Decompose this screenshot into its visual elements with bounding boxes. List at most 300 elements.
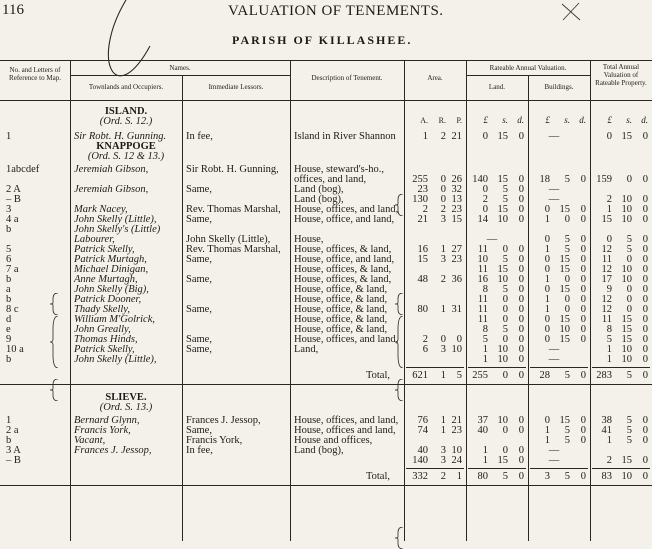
total-total-value: 283 — [596, 370, 612, 381]
land-value: 0 — [518, 184, 524, 195]
total-value: 0 — [642, 294, 648, 305]
money-unit-header: s. — [502, 115, 508, 125]
land-total-value: 0 — [502, 370, 508, 381]
area-value: 0 — [440, 174, 446, 185]
land-value: 11 — [477, 244, 488, 255]
bld-value: 0 — [564, 274, 570, 285]
bld-nil: — — [548, 455, 560, 466]
bld-value: 0 — [544, 415, 550, 426]
total-value: 12 — [601, 294, 612, 305]
area-value: 36 — [451, 274, 462, 285]
area-unit-header: R. — [438, 116, 446, 125]
bld-value: 0 — [580, 324, 586, 335]
total-value: 2 — [606, 455, 612, 466]
map-reference: – B — [6, 455, 21, 466]
tenement-description: House and offices, — [294, 435, 373, 446]
land-value: 1 — [482, 445, 488, 456]
area-value: 21 — [417, 214, 428, 225]
tenement-description: House, steward's-ho., — [294, 164, 384, 175]
col-lessors: Immediate Lessors. — [208, 83, 264, 91]
tenement-description: House, office, & land, — [294, 314, 388, 325]
occupier-name: Thady Skelly, — [74, 304, 130, 315]
map-reference: – B — [6, 194, 21, 205]
land-value: 0 — [502, 314, 508, 325]
total-value: 10 — [621, 274, 632, 285]
area-value: 23 — [417, 184, 428, 195]
townland-heading: SLIEVE. — [105, 392, 147, 403]
area-value: 48 — [417, 274, 428, 285]
map-reference: b — [6, 274, 12, 285]
land-value: 0 — [518, 194, 524, 205]
map-reference: a — [6, 284, 11, 295]
bld-total-value: 5 — [564, 370, 570, 381]
tenement-description: House, office, & land, — [294, 294, 388, 305]
land-total-value: 5 — [502, 471, 508, 482]
money-unit-header: d. — [641, 115, 648, 125]
total-value: 0 — [642, 354, 648, 365]
total-value: 0 — [642, 415, 648, 426]
map-reference: 8 c — [6, 304, 19, 315]
col-ref: No. and Letters of Reference to Map. — [9, 66, 61, 82]
immediate-lessor: Same, — [186, 214, 212, 225]
page-number: 116 — [2, 2, 24, 18]
immediate-lessor: Francis York, — [186, 435, 243, 446]
bld-value: 15 — [559, 204, 570, 215]
total-value: 15 — [621, 324, 632, 335]
land-value: 40 — [477, 425, 488, 436]
occupier-name: Patrick Murtagh, — [74, 254, 147, 265]
total-value: 5 — [626, 244, 632, 255]
land-value: 8 — [482, 324, 488, 335]
bld-value: 18 — [539, 174, 550, 185]
total-value: 10 — [621, 264, 632, 275]
land-total-value: 0 — [518, 471, 524, 482]
land-value: 15 — [497, 204, 508, 215]
bld-value: 15 — [559, 284, 570, 295]
land-value: 37 — [477, 415, 488, 426]
occupier-name: Francis York, — [74, 425, 131, 436]
area-value: 2 — [422, 204, 428, 215]
land-value: 1 — [482, 354, 488, 365]
occupier-name: Thomas Hinds, — [74, 334, 138, 345]
area-value: 10 — [451, 445, 462, 456]
money-unit-header: s. — [564, 115, 570, 125]
tenement-description: House, offices, and land, — [294, 415, 399, 426]
land-value: 5 — [502, 254, 508, 265]
area-value: 23 — [451, 254, 462, 265]
total-value: 0 — [642, 244, 648, 255]
occupier-name: Frances J. Jessop, — [74, 445, 152, 456]
land-value: 0 — [518, 455, 524, 466]
land-value: 0 — [518, 354, 524, 365]
total-value: 15 — [621, 314, 632, 325]
map-reference: 1abcdef — [6, 164, 40, 175]
bld-value: 0 — [580, 204, 586, 215]
total-value: 5 — [626, 425, 632, 436]
map-reference: 2 a — [6, 425, 19, 436]
total-total-value: 5 — [626, 370, 632, 381]
bld-nil: — — [548, 184, 560, 195]
land-value: 10 — [477, 254, 488, 265]
valuation-table — [0, 60, 652, 541]
land-value: 11 — [477, 304, 488, 315]
total-value: 9 — [606, 284, 612, 295]
bld-value: 0 — [580, 435, 586, 446]
land-value: 0 — [518, 425, 524, 436]
total-value: 5 — [626, 435, 632, 446]
land-value: 5 — [502, 324, 508, 335]
area-value: 76 — [417, 415, 428, 426]
tenement-description: House, office, and land, — [294, 214, 395, 225]
area-value: 80 — [417, 304, 428, 315]
land-value: 5 — [502, 184, 508, 195]
col-description: Description of Tenement. — [311, 74, 383, 82]
occupier-name: Jeremiah Gibson, — [74, 164, 149, 175]
occupier-name: William M'Golrick, — [74, 314, 155, 325]
total-value: 0 — [642, 264, 648, 275]
total-value: 159 — [596, 174, 612, 185]
townland-heading: KNAPPOGE — [96, 141, 156, 152]
map-reference: 2 A — [6, 184, 21, 195]
bld-value: 0 — [580, 274, 586, 285]
area-value: 13 — [451, 194, 462, 205]
page-title: VALUATION OF TENEMENTS. — [228, 3, 444, 19]
area-value: 2 — [440, 131, 446, 142]
occupier-name: Michael Dinigan, — [74, 264, 149, 275]
total-value: 0 — [642, 284, 648, 295]
land-value: 1 — [482, 344, 488, 355]
bld-value: 5 — [564, 435, 570, 446]
immediate-lessor: Same, — [186, 304, 212, 315]
tenement-description: House, offices, & land, — [294, 274, 392, 285]
occupier-name: Anne Murtagh, — [74, 274, 138, 285]
land-value: 5 — [482, 334, 488, 345]
col-townlands: Townlands and Occupiers. — [88, 83, 164, 91]
land-value: 0 — [502, 304, 508, 315]
immediate-lessor: Same, — [186, 184, 212, 195]
col-area: Area. — [427, 74, 443, 82]
bld-value: 15 — [559, 264, 570, 275]
map-reference: 1 — [6, 131, 12, 142]
total-value: 10 — [621, 194, 632, 205]
total-value: 0 — [642, 254, 648, 265]
bld-value: 0 — [580, 264, 586, 275]
map-reference: b — [6, 224, 12, 235]
bld-value: 1 — [544, 304, 550, 315]
bld-value: 1 — [544, 214, 550, 225]
tenement-description: Island in River Shannon — [294, 131, 396, 142]
bld-value: 0 — [580, 284, 586, 295]
bld-value: 15 — [559, 415, 570, 426]
total-value: 0 — [642, 204, 648, 215]
area-value: 0 — [440, 334, 446, 345]
immediate-lessor: In fee, — [186, 445, 213, 456]
bld-value: 5 — [564, 234, 570, 245]
occupier-name: Mark Nacey, — [74, 204, 128, 215]
bld-total-value: 28 — [539, 370, 550, 381]
total-value: 2 — [606, 194, 612, 205]
occupier-name: Labourer, — [74, 234, 115, 245]
total-value: 5 — [606, 334, 612, 345]
land-value: 10 — [497, 214, 508, 225]
bld-total-value: 0 — [580, 370, 586, 381]
occupier-name: John Greally, — [74, 324, 131, 335]
total-value: 8 — [606, 324, 612, 335]
area-value: 6 — [422, 344, 428, 355]
total-value: 0 — [642, 131, 648, 142]
total-value: 15 — [601, 214, 612, 225]
grouping-brace — [395, 527, 405, 549]
land-total-value: 80 — [477, 471, 488, 482]
total-value: 0 — [642, 234, 648, 245]
land-value: 0 — [518, 334, 524, 345]
bld-value: 0 — [580, 234, 586, 245]
bld-nil: — — [548, 131, 560, 142]
tenement-description: House, offices and land, — [294, 425, 396, 436]
area-value: 0 — [456, 334, 462, 345]
total-value: 0 — [626, 294, 632, 305]
land-value: 10 — [497, 274, 508, 285]
area-value: 27 — [451, 244, 462, 255]
land-value: 10 — [497, 344, 508, 355]
bld-value: 1 — [544, 425, 550, 436]
grouping-brace — [395, 379, 405, 401]
bld-value: 0 — [580, 244, 586, 255]
total-value: 41 — [601, 425, 612, 436]
tenement-description: Land (bog), — [294, 445, 344, 456]
area-unit-header: A. — [420, 116, 428, 125]
map-reference: 6 — [6, 254, 12, 265]
land-value: 5 — [502, 284, 508, 295]
total-value: 5 — [626, 234, 632, 245]
total-value: 0 — [642, 425, 648, 436]
area-value: 3 — [440, 445, 446, 456]
bld-value: 0 — [544, 264, 550, 275]
bld-total-value: 3 — [544, 471, 550, 482]
area-value: 3 — [440, 214, 446, 225]
total-label: Total, — [365, 370, 390, 381]
area-value: 2 — [422, 334, 428, 345]
bld-value: 0 — [544, 254, 550, 265]
bld-value: 0 — [580, 415, 586, 426]
area-value: 140 — [412, 455, 428, 466]
total-value: 0 — [642, 455, 648, 466]
total-value: 12 — [601, 304, 612, 315]
money-unit-header: £ — [607, 115, 612, 125]
map-reference: e — [6, 324, 11, 335]
money-unit-header: £ — [483, 115, 488, 125]
total-value: 17 — [601, 274, 612, 285]
map-reference: d — [6, 314, 12, 325]
occupier-name: Patrick Skelly, — [74, 344, 135, 355]
bld-value: 0 — [544, 234, 550, 245]
col-rateable: Rateable Annual Valuation. — [489, 64, 567, 72]
area-unit-header: P. — [456, 116, 462, 125]
ordnance-sheet: (Ord. S. 13.) — [99, 402, 153, 413]
land-value: 0 — [518, 304, 524, 315]
bld-value: 5 — [564, 244, 570, 255]
tenement-description: House, office, and land, — [294, 254, 395, 265]
tenement-description: Land (bog), — [294, 184, 344, 195]
land-value: 14 — [477, 214, 488, 225]
map-reference: 7 a — [6, 264, 19, 275]
grouping-brace — [50, 316, 60, 368]
map-reference: 4 a — [6, 214, 19, 225]
land-value: 0 — [482, 204, 488, 215]
land-value: 0 — [502, 244, 508, 255]
land-value: 0 — [518, 244, 524, 255]
tenement-description: Land (bog), — [294, 194, 344, 205]
land-value: 0 — [518, 264, 524, 275]
land-value: 5 — [502, 194, 508, 205]
grouping-brace — [395, 194, 405, 216]
grouping-brace — [395, 293, 405, 315]
col-land: Land. — [488, 83, 506, 91]
area-value: 21 — [451, 415, 462, 426]
area-value: 1 — [440, 425, 446, 436]
tenement-description: House, offices, & land, — [294, 264, 392, 275]
townland-heading: ISLAND. — [104, 106, 148, 117]
land-value: 0 — [518, 274, 524, 285]
immediate-lessor: Same, — [186, 254, 212, 265]
land-total-value: 255 — [472, 370, 488, 381]
immediate-lessor: Same, — [186, 334, 212, 345]
occupier-name: Vacant, — [74, 435, 106, 446]
area-total-value: 332 — [412, 471, 428, 482]
total-value: 12 — [601, 264, 612, 275]
total-value: 0 — [606, 234, 612, 245]
map-reference: 5 — [6, 244, 12, 255]
area-value: 21 — [451, 131, 462, 142]
total-value: 1 — [606, 204, 612, 215]
bld-value: 0 — [580, 304, 586, 315]
bld-value: 0 — [564, 304, 570, 315]
tenement-description: offices, and land, — [294, 174, 367, 185]
area-value: 1 — [440, 244, 446, 255]
land-total-value: 0 — [518, 370, 524, 381]
land-value: 0 — [518, 324, 524, 335]
total-value: 15 — [621, 131, 632, 142]
land-value: 0 — [518, 254, 524, 265]
land-value: 0 — [482, 184, 488, 195]
total-value: 0 — [626, 254, 632, 265]
immediate-lessor: Rev. Thomas Marshal, — [186, 244, 281, 255]
total-value: 5 — [626, 415, 632, 426]
bld-value: 0 — [580, 254, 586, 265]
occupier-name: John Skelly (Little), — [74, 354, 157, 365]
map-reference: 3 — [6, 204, 12, 215]
land-value: 0 — [518, 445, 524, 456]
land-value: 0 — [518, 131, 524, 142]
bld-value: 0 — [564, 294, 570, 305]
area-value: 0 — [440, 184, 446, 195]
total-value: 0 — [642, 324, 648, 335]
occupier-name: John Skelly (Big), — [74, 284, 149, 295]
area-value: 16 — [417, 244, 428, 255]
area-total-value: 621 — [412, 370, 428, 381]
bld-value: 0 — [580, 174, 586, 185]
land-value: 0 — [502, 425, 508, 436]
bld-value: 0 — [544, 314, 550, 325]
map-reference: b — [6, 354, 12, 365]
bld-value: 0 — [544, 204, 550, 215]
immediate-lessor: Same, — [186, 425, 212, 436]
total-total-value: 0 — [642, 471, 648, 482]
land-value: 0 — [518, 344, 524, 355]
area-value: 15 — [417, 254, 428, 265]
total-value: 0 — [626, 304, 632, 315]
bld-value: 0 — [580, 294, 586, 305]
land-value: 0 — [518, 415, 524, 426]
tenement-description: House, — [294, 234, 324, 245]
area-total-value: 5 — [456, 370, 462, 381]
bld-nil: — — [548, 445, 560, 456]
area-total-value: 1 — [456, 471, 462, 482]
map-reference: 9 — [6, 334, 12, 345]
total-value: 10 — [621, 344, 632, 355]
immediate-lessor: Same, — [186, 344, 212, 355]
land-value: 15 — [497, 264, 508, 275]
land-value: 0 — [502, 445, 508, 456]
bld-value: 5 — [564, 174, 570, 185]
occupier-name: Patrick Skelly, — [74, 244, 135, 255]
land-value: 0 — [502, 334, 508, 345]
total-value: 0 — [642, 304, 648, 315]
ordnance-sheet: (Ord. S. 12.) — [99, 116, 153, 127]
immediate-lessor: Rev. Thomas Marshal, — [186, 204, 281, 215]
area-value: 3 — [440, 455, 446, 466]
total-value: 0 — [642, 194, 648, 205]
total-value: 15 — [621, 334, 632, 345]
occupier-name: Patrick Dooner, — [74, 294, 142, 305]
total-value: 10 — [621, 354, 632, 365]
area-value: 10 — [451, 344, 462, 355]
area-value: 0 — [440, 194, 446, 205]
col-names: Names. — [169, 64, 191, 72]
total-value: 11 — [601, 314, 612, 325]
bld-total-value: 5 — [564, 471, 570, 482]
total-value: 0 — [626, 284, 632, 295]
immediate-lessor: In fee, — [186, 131, 213, 142]
land-value: 0 — [502, 294, 508, 305]
bld-value: 0 — [580, 334, 586, 345]
total-value: 0 — [642, 344, 648, 355]
bld-value: 1 — [544, 435, 550, 446]
total-value: 12 — [601, 244, 612, 255]
tenement-description: House, offices, and land, — [294, 334, 399, 345]
tenement-description: House, office, & land, — [294, 304, 388, 315]
total-value: 38 — [601, 415, 612, 426]
land-value: 0 — [518, 174, 524, 185]
bld-nil: — — [548, 354, 560, 365]
land-value: 0 — [518, 294, 524, 305]
tenement-description: House, office, & land, — [294, 324, 388, 335]
bld-value: 15 — [559, 314, 570, 325]
total-value: 0 — [642, 314, 648, 325]
total-value: 0 — [626, 174, 632, 185]
map-reference: 10 a — [6, 344, 24, 355]
money-unit-header: d. — [517, 115, 524, 125]
money-unit-header: s. — [626, 115, 632, 125]
land-value: 0 — [518, 204, 524, 215]
tenement-description: House, offices, & land, — [294, 244, 392, 255]
area-value: 24 — [451, 455, 462, 466]
land-value: 16 — [477, 274, 488, 285]
land-value: 1 — [482, 455, 488, 466]
area-value: 1 — [422, 131, 428, 142]
bld-total-value: 0 — [580, 471, 586, 482]
total-value: 0 — [642, 174, 648, 185]
